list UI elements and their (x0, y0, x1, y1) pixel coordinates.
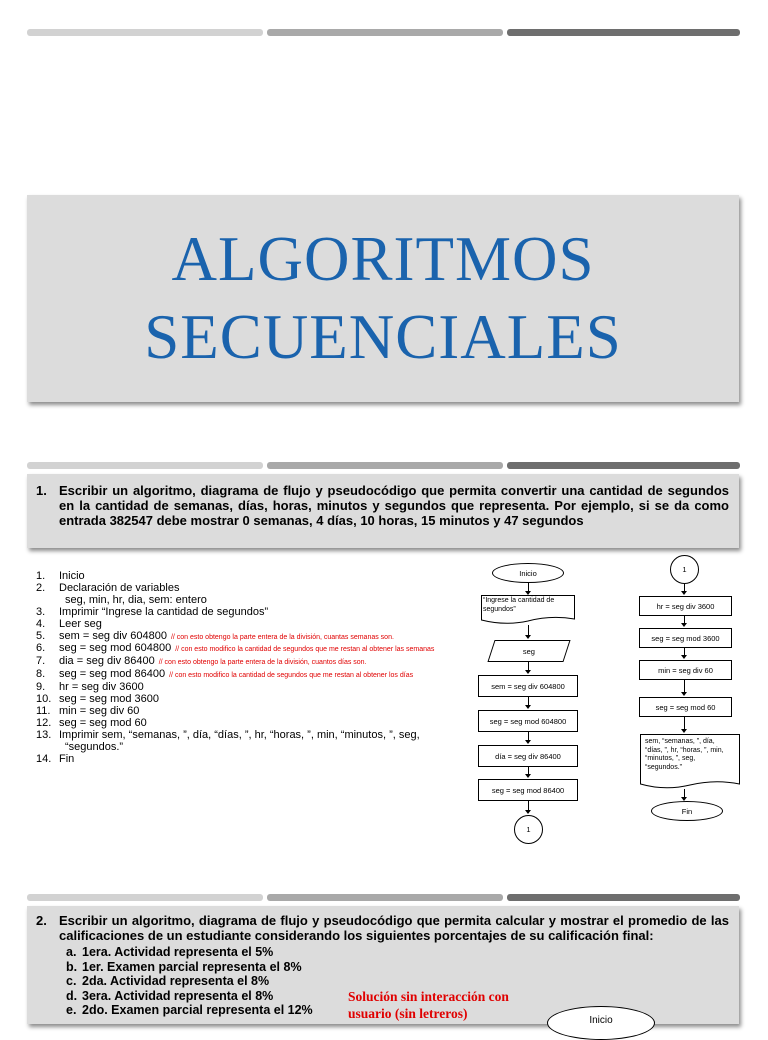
flow-arrow (681, 623, 687, 627)
flow-connector-label: 1 (526, 825, 531, 834)
flow-arrow (681, 591, 687, 595)
item-text: 3era. Actividad representa el 8% (82, 988, 274, 1003)
flow-process-4 (478, 779, 578, 801)
step-comment: // con esto modifico la cantidad de segundos que me restan al obtener las semanas (175, 646, 435, 654)
item-letter: d. (66, 988, 78, 1003)
flow-process-2 (478, 710, 578, 732)
flow-start-label: Inicio (589, 1015, 613, 1026)
flow-output-document (640, 734, 740, 790)
step-number: 6. (36, 642, 46, 655)
flow-connector-label: 1 (682, 565, 687, 574)
step-number: 14. (36, 752, 52, 765)
flow-process-8 (639, 697, 732, 717)
step-text: dia = seg div 86400 (59, 655, 155, 668)
flow-read-parallelogram (487, 640, 570, 662)
step-number: 4. (36, 617, 46, 630)
flow-print-document (481, 595, 575, 625)
step-text: min = seg div 60 (59, 704, 140, 717)
flow-read-label: seg (522, 646, 536, 656)
step-text: Declaración de variables (59, 581, 180, 594)
percentage-item (66, 945, 313, 960)
flow-process-2-label: seg = seg mod 604800 (489, 716, 567, 726)
flow-arrow (525, 635, 531, 639)
problem-1-number: 1. (36, 483, 47, 498)
flow-arrow (525, 670, 531, 674)
step-number: 7. (36, 655, 46, 668)
item-letter: e. (66, 1003, 77, 1017)
problem-2-text (36, 913, 729, 943)
flow-start-label: Inicio (519, 568, 537, 578)
pseudocode-step (36, 754, 434, 766)
flow-print-label: “Ingrese la cantidad de segundos” (483, 597, 555, 613)
step-number: 12. (36, 716, 52, 729)
flow-process-5 (639, 596, 732, 616)
step-text: “segundos.” (65, 740, 124, 753)
flow-start-oval (492, 563, 564, 583)
step-text: seg = seg mod 86400 (59, 668, 166, 681)
step-number: 5. (36, 629, 46, 642)
flow-arrow (525, 705, 531, 709)
step-comment: // con esto modifico la cantidad de segundos que me restan al obtener los días (169, 672, 414, 680)
title-box (27, 195, 739, 402)
step-number: 2. (36, 581, 46, 594)
step-text: hr = seg div 3600 (59, 681, 144, 694)
header-bar-mid (267, 894, 503, 901)
header-bar-mid (267, 462, 503, 469)
flow-offpage-connector (670, 555, 699, 584)
percentages-list (66, 945, 313, 1018)
flow-process-1-label: sem = seg div 604800 (491, 681, 565, 691)
item-letter: a. (66, 945, 77, 959)
step-text: Inicio (59, 570, 85, 582)
percentage-item (66, 1003, 313, 1018)
step-number: 9. (36, 681, 46, 694)
title-line-1: ALGORITMOS (171, 224, 595, 294)
flow-process-7-label: min = seg div 60 (658, 665, 713, 675)
flow-process-7 (639, 660, 732, 680)
problem-1-text (36, 483, 729, 528)
item-text: 1era. Actividad representa el 5% (82, 945, 274, 959)
flow-process-6 (639, 628, 732, 648)
header-bar-dark (507, 462, 740, 469)
step-number: 13. (36, 728, 52, 741)
pseudocode-step (36, 742, 434, 754)
flow-arrow (525, 740, 531, 744)
flow-arrow (681, 692, 687, 696)
problem-1-statement: Escribir un algoritmo, diagrama de flujo y pseudocódigo que permita convertir una cantidad de segundos en la cantidad de semanas, días, horas, minutos y segundos que representa. Por ejemplo, si se da como entrada 382547 debe mostrar 0 semanas, 4 días, 10 horas, 15 minutos y 47 segundos (59, 483, 729, 528)
flow-arrow (681, 729, 687, 733)
header-bar-light (27, 29, 263, 36)
flow-output-label: sem, “semanas, ”, día, “días, ”, hr, “horas, ”, min, “minutos, ”, seg, “segundos.” (645, 738, 724, 771)
problem-2-statement: Escribir un algoritmo, diagrama de flujo y pseudocódigo que permita calcular y mostrar el promedio de las calificaciones de un estudiante considerando los siguientes porcentajes de su calificación final: (59, 913, 729, 943)
header-bar-mid (267, 29, 503, 36)
flow-process-1 (478, 675, 578, 697)
flow-process-8-label: seg = seg mod 60 (655, 702, 716, 712)
flow-end-oval (651, 801, 723, 821)
step-number: 3. (36, 605, 46, 618)
step-text: seg, min, hr, dia, sem: entero (65, 593, 207, 606)
flow-start-oval (547, 1006, 655, 1040)
step-text: seg = seg mod 60 (59, 716, 147, 729)
item-letter: b. (66, 959, 78, 974)
flow-process-4-label: seg = seg mod 86400 (491, 785, 565, 795)
solution-note-line-2: usuario (sin letreros) (348, 1006, 468, 1021)
step-comment: // con esto obtengo la parte entera de la división, cuantos días son. (158, 659, 367, 667)
step-text: seg = seg mod 3600 (59, 693, 159, 706)
flow-arrow (681, 655, 687, 659)
flow-end-label: Fin (681, 806, 693, 816)
step-number: 10. (36, 693, 52, 706)
step-number: 1. (36, 570, 46, 582)
percentage-item (66, 974, 313, 989)
flow-arrow (525, 810, 531, 814)
percentage-item (66, 989, 313, 1004)
solution-note (348, 988, 509, 1022)
step-number: 8. (36, 668, 46, 681)
problem-1-box (27, 474, 739, 548)
step-text: sem = seg div 604800 (59, 629, 167, 642)
flow-process-6-label: seg = seg mod 3600 (651, 633, 720, 643)
step-text: Imprimir sem, “semanas, ”, día, “días, ”, hr, “horas, ”, min, “minutos, ”, seg, (59, 728, 420, 741)
flow-offpage-connector (514, 815, 543, 844)
title-line-2: SECUENCIALES (144, 302, 622, 372)
header-bar-light (27, 894, 263, 901)
step-text: Leer seg (59, 617, 102, 630)
step-number: 11. (36, 704, 51, 717)
solution-note-line-1: Solución sin interacción con (348, 989, 509, 1004)
item-text: 2do. Examen parcial representa el 12% (82, 1003, 313, 1017)
item-text: 2da. Actividad representa el 8% (82, 974, 270, 988)
header-bar-dark (507, 29, 740, 36)
step-comment: // con esto obtengo la parte entera de la división, cuantas semanas son. (170, 633, 394, 641)
step-text: seg = seg mod 604800 (59, 642, 172, 655)
pseudocode-steps (36, 571, 434, 766)
step-text: Fin (59, 752, 75, 765)
header-bar-light (27, 462, 263, 469)
step-text: Imprimir “Ingrese la cantidad de segundos” (59, 605, 269, 618)
percentage-item (66, 960, 313, 975)
flow-process-3-label: día = seg div 86400 (495, 751, 561, 761)
flow-process-5-label: hr = seg div 3600 (656, 601, 715, 611)
flow-process-3 (478, 745, 578, 767)
item-text: 1er. Examen parcial representa el 8% (82, 959, 302, 974)
item-letter: c. (66, 974, 77, 988)
problem-2-number: 2. (36, 913, 47, 928)
header-bar-dark (507, 894, 740, 901)
flow-arrow (525, 774, 531, 778)
